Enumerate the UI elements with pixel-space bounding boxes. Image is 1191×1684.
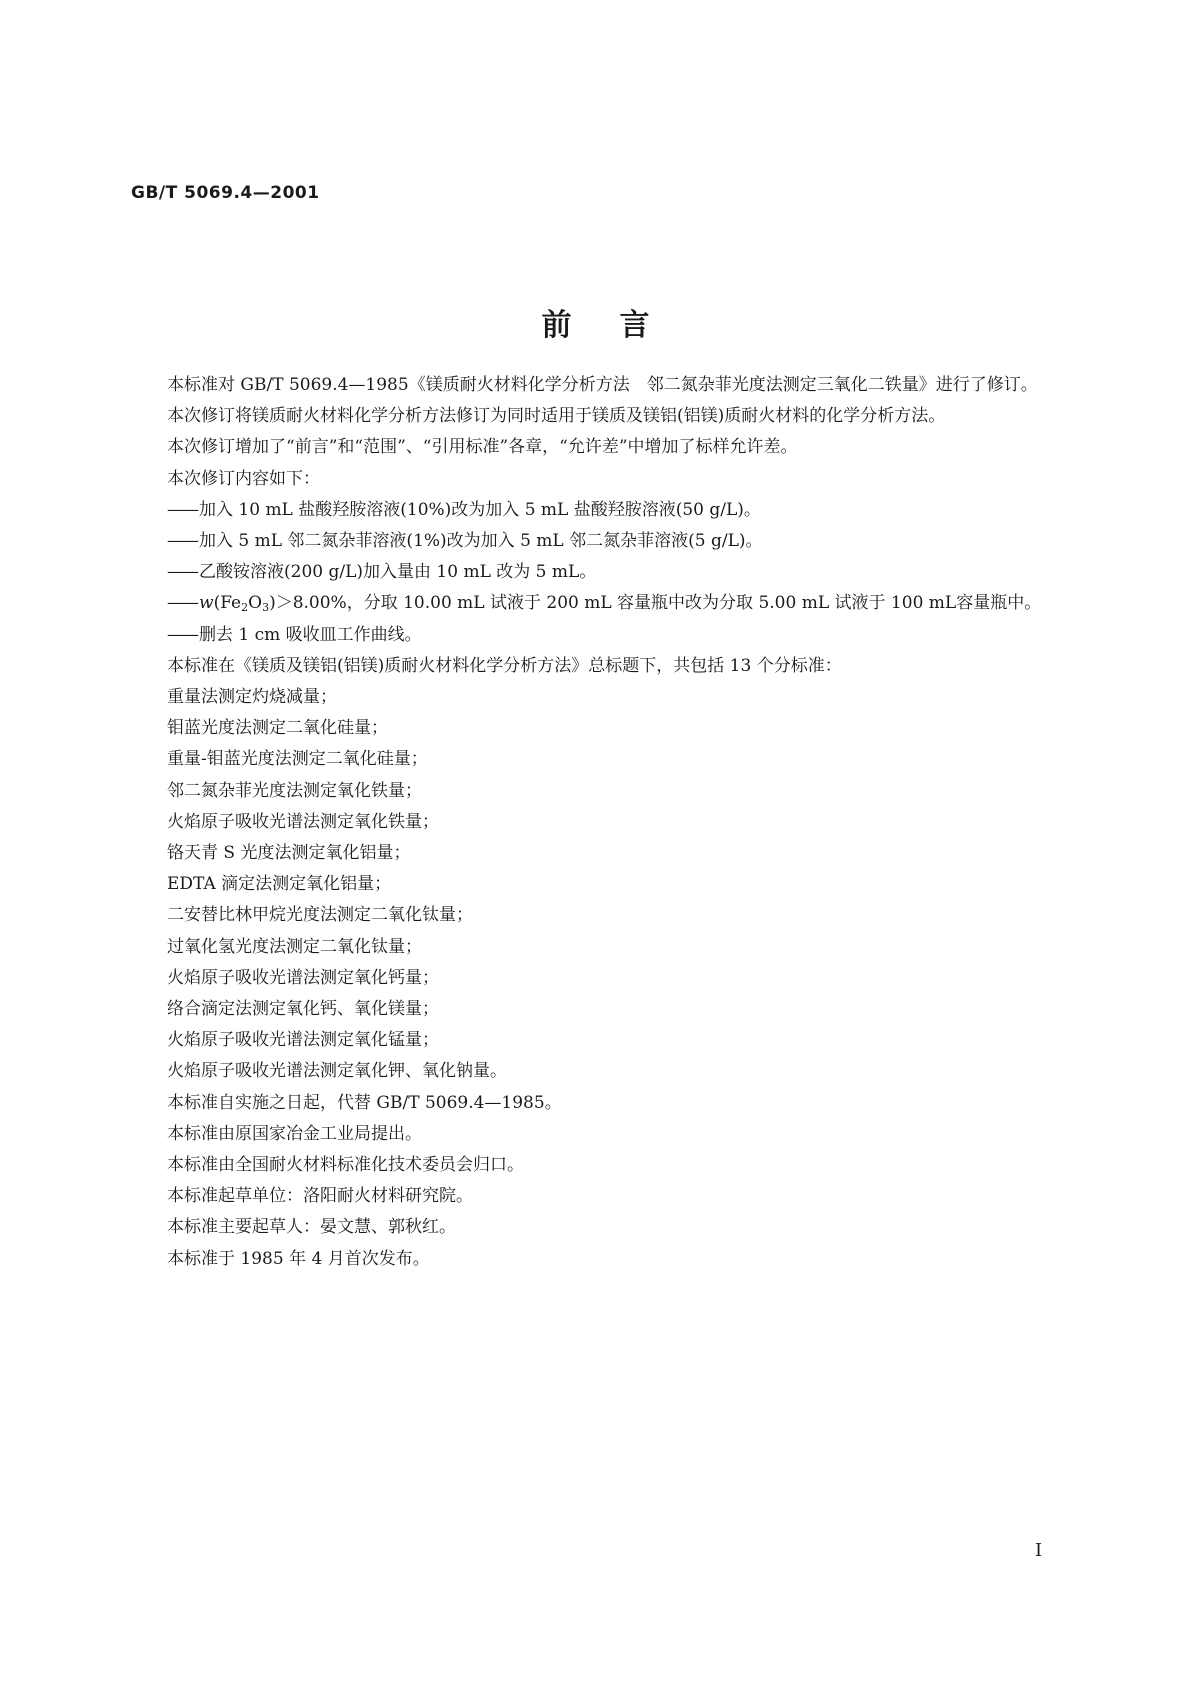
closing-first-issue: 本标准于 1985 年 4 月首次发布。 — [167, 1248, 430, 1269]
change-item-text: 加入 10 mL 盐酸羟胺溶液(10%)改为加入 5 mL 盐酸羟胺溶液(50 g/L)。 — [199, 499, 761, 520]
paragraph-changes-intro: 本次修订内容如下： — [167, 468, 320, 489]
dash-mark: —— — [167, 624, 197, 645]
change-item — [133, 557, 1061, 588]
sub-standard-item: 钼蓝光度法测定二氧化硅量； — [167, 718, 388, 739]
closing-committee: 本标准由全国耐火材料标准化技术委员会归口。 — [167, 1155, 524, 1176]
sub-standard-item: EDTA 滴定法测定氧化铝量； — [167, 874, 392, 895]
change-item — [133, 620, 1061, 651]
closing-drafters: 本标准主要起草人：晏文慧、郭秋红。 — [167, 1217, 456, 1238]
page-title: 前言 — [541, 308, 698, 343]
paragraph-revision: 本标准对 GB/T 5069.4—1985《镁质耐火材料化学分析方法 邻二氮杂菲光度法测定三氧化二铁量》进行了修订。 — [167, 375, 1038, 395]
mass-fraction-symbol: w — [199, 593, 214, 614]
sub-standard-item: 火焰原子吸收光谱法测定氧化钙量； — [167, 967, 439, 988]
sub-standard-item: 铬天青 S 光度法测定氧化铝量； — [167, 843, 411, 864]
change-item — [133, 526, 1061, 557]
paragraph-scope-change: 本次修订将镁质耐火材料化学分析方法修订为同时适用于镁质及镁铝(铝镁)质耐火材料的化学分析方法。 — [167, 406, 946, 427]
dash-mark: —— — [167, 531, 197, 552]
formula-fe: (Fe — [213, 593, 242, 614]
change-item-text: 加入 5 mL 邻二氮杂菲溶液(1%)改为加入 5 mL 邻二氮杂菲溶液(5 g/L)。 — [199, 531, 763, 552]
sub-standard-item: 火焰原子吸收光谱法测定氧化锰量； — [167, 1030, 439, 1051]
formula-subscript-2: 2 — [241, 601, 249, 615]
sub-standard-item: 火焰原子吸收光谱法测定氧化钾、氧化钠量。 — [167, 1061, 507, 1082]
sub-standard-item: 过氧化氢光度法测定二氧化钛量； — [167, 936, 422, 957]
change-item — [133, 495, 1061, 526]
dash-mark: —— — [167, 593, 197, 614]
sub-standard-item: 重量法测定灼烧减量； — [167, 687, 337, 708]
sub-standard-item: 重量-钼蓝光度法测定二氧化硅量； — [167, 749, 428, 770]
closing-drafting-unit: 本标准起草单位：洛阳耐火材料研究院。 — [167, 1186, 473, 1207]
sub-standard-item: 火焰原子吸收光谱法测定氧化铁量； — [167, 811, 439, 832]
change-item-text: )＞8.00%，分取 10.00 mL 试液于 200 mL 容量瓶中改为分取 5.00 mL 试液于 100 mL容量瓶中。 — [269, 593, 1042, 614]
sub-standard-item: 二安替比林甲烷光度法测定二氧化钛量； — [167, 905, 473, 926]
standard-code: GB/T 5069.4—2001 — [131, 183, 320, 203]
paragraph-series-intro: 本标准在《镁质及镁铝(铝镁)质耐火材料化学分析方法》总标题下，共包括 13 个分标准： — [167, 655, 842, 676]
sub-standard-item: 络合滴定法测定氧化钙、氧化镁量； — [167, 999, 439, 1020]
sub-standard-item: 邻二氮杂菲光度法测定氧化铁量； — [167, 780, 422, 801]
change-item-text: 删去 1 cm 吸收皿工作曲线。 — [199, 624, 422, 645]
closing-replaces: 本标准自实施之日起，代替 GB/T 5069.4—1985。 — [167, 1092, 562, 1113]
closing-proposed-by: 本标准由原国家冶金工业局提出。 — [167, 1123, 422, 1144]
dash-mark: —— — [167, 562, 197, 583]
change-item-text: 乙酸铵溶液(200 g/L)加入量由 10 mL 改为 5 mL。 — [199, 562, 597, 583]
formula-o: O — [248, 593, 263, 614]
page-number: I — [1035, 1540, 1043, 1561]
formula-subscript-3: 3 — [262, 601, 270, 615]
foreword-body — [133, 370, 1061, 1275]
change-item-fe2o3 — [133, 588, 1061, 619]
dash-mark: —— — [167, 499, 197, 520]
paragraph-added-chapters: 本次修订增加了“前言”和“范围”、“引用标准”各章，“允许差”中增加了标样允许差。 — [167, 437, 798, 458]
